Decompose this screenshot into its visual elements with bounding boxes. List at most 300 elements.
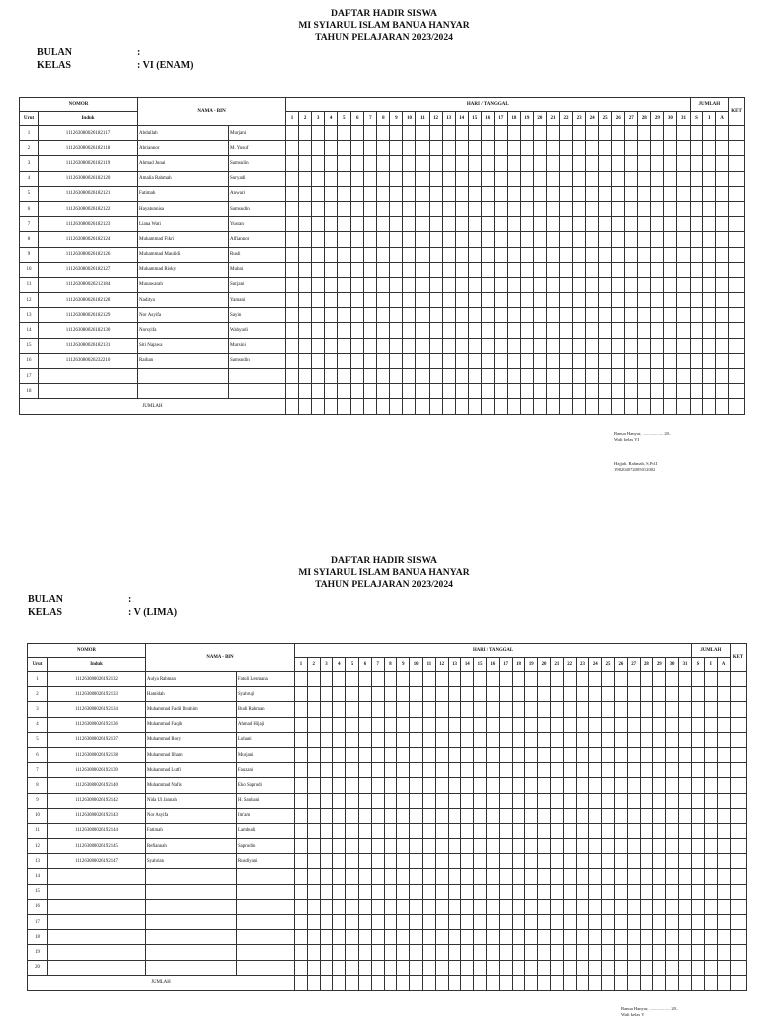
ket-cell[interactable] xyxy=(730,732,746,747)
attendance-cell[interactable] xyxy=(442,186,455,201)
attendance-cell[interactable] xyxy=(359,945,372,960)
attendance-cell[interactable] xyxy=(499,869,512,884)
attendance-cell[interactable] xyxy=(333,930,346,945)
attendance-cell[interactable] xyxy=(638,323,651,338)
attendance-cell[interactable] xyxy=(474,763,487,778)
jumlah-cell[interactable] xyxy=(703,126,716,141)
attendance-cell[interactable] xyxy=(563,672,576,687)
attendance-cell[interactable] xyxy=(533,232,546,247)
attendance-cell[interactable] xyxy=(677,141,690,156)
attendance-cell[interactable] xyxy=(307,747,320,762)
attendance-cell[interactable] xyxy=(550,732,563,747)
attendance-cell[interactable] xyxy=(422,793,435,808)
attendance-cell[interactable] xyxy=(403,293,416,308)
attendance-cell[interactable] xyxy=(664,384,677,399)
attendance-cell[interactable] xyxy=(525,717,538,732)
attendance-cell[interactable] xyxy=(410,839,423,854)
attendance-cell[interactable] xyxy=(576,854,589,869)
attendance-cell[interactable] xyxy=(525,839,538,854)
attendance-cell[interactable] xyxy=(307,702,320,717)
jumlah-cell[interactable] xyxy=(716,171,729,186)
attendance-cell[interactable] xyxy=(474,960,487,975)
attendance-cell[interactable] xyxy=(538,793,551,808)
ket-cell[interactable] xyxy=(729,247,745,262)
attendance-cell[interactable] xyxy=(371,945,384,960)
attendance-cell[interactable] xyxy=(653,747,666,762)
attendance-cell[interactable] xyxy=(664,308,677,323)
attendance-cell[interactable] xyxy=(429,277,442,292)
attendance-cell[interactable] xyxy=(474,869,487,884)
attendance-cell[interactable] xyxy=(486,869,499,884)
attendance-cell[interactable] xyxy=(481,171,494,186)
attendance-cell[interactable] xyxy=(586,201,599,216)
attendance-cell[interactable] xyxy=(550,930,563,945)
attendance-cell[interactable] xyxy=(538,702,551,717)
attendance-cell[interactable] xyxy=(486,717,499,732)
attendance-cell[interactable] xyxy=(346,823,359,838)
attendance-cell[interactable] xyxy=(312,141,325,156)
attendance-cell[interactable] xyxy=(533,369,546,384)
attendance-cell[interactable] xyxy=(494,293,507,308)
total-cell[interactable] xyxy=(307,975,320,990)
attendance-cell[interactable] xyxy=(638,186,651,201)
attendance-cell[interactable] xyxy=(320,869,333,884)
attendance-cell[interactable] xyxy=(589,945,602,960)
attendance-cell[interactable] xyxy=(651,217,664,232)
attendance-cell[interactable] xyxy=(494,247,507,262)
attendance-cell[interactable] xyxy=(448,808,461,823)
attendance-cell[interactable] xyxy=(429,338,442,353)
attendance-cell[interactable] xyxy=(538,930,551,945)
attendance-cell[interactable] xyxy=(403,232,416,247)
attendance-cell[interactable] xyxy=(338,262,351,277)
attendance-cell[interactable] xyxy=(390,369,403,384)
attendance-cell[interactable] xyxy=(429,217,442,232)
attendance-cell[interactable] xyxy=(371,823,384,838)
attendance-cell[interactable] xyxy=(499,823,512,838)
attendance-cell[interactable] xyxy=(512,854,525,869)
attendance-cell[interactable] xyxy=(664,247,677,262)
attendance-cell[interactable] xyxy=(371,854,384,869)
attendance-cell[interactable] xyxy=(664,126,677,141)
total-cell[interactable] xyxy=(638,399,651,414)
attendance-cell[interactable] xyxy=(364,262,377,277)
attendance-cell[interactable] xyxy=(333,672,346,687)
attendance-cell[interactable] xyxy=(312,156,325,171)
attendance-cell[interactable] xyxy=(563,884,576,899)
attendance-cell[interactable] xyxy=(474,747,487,762)
attendance-cell[interactable] xyxy=(422,960,435,975)
attendance-cell[interactable] xyxy=(563,839,576,854)
attendance-cell[interactable] xyxy=(481,186,494,201)
attendance-cell[interactable] xyxy=(602,960,615,975)
ket-cell[interactable] xyxy=(729,171,745,186)
attendance-cell[interactable] xyxy=(678,899,691,914)
attendance-cell[interactable] xyxy=(612,308,625,323)
attendance-cell[interactable] xyxy=(312,369,325,384)
attendance-cell[interactable] xyxy=(640,854,653,869)
attendance-cell[interactable] xyxy=(448,732,461,747)
attendance-cell[interactable] xyxy=(333,839,346,854)
attendance-cell[interactable] xyxy=(481,308,494,323)
attendance-cell[interactable] xyxy=(307,884,320,899)
attendance-cell[interactable] xyxy=(573,323,586,338)
attendance-cell[interactable] xyxy=(435,778,448,793)
attendance-cell[interactable] xyxy=(653,778,666,793)
attendance-cell[interactable] xyxy=(563,732,576,747)
attendance-cell[interactable] xyxy=(678,732,691,747)
attendance-cell[interactable] xyxy=(638,126,651,141)
attendance-cell[interactable] xyxy=(494,338,507,353)
jumlah-cell[interactable] xyxy=(717,869,730,884)
attendance-cell[interactable] xyxy=(448,930,461,945)
attendance-cell[interactable] xyxy=(546,308,559,323)
jumlah-cell[interactable] xyxy=(717,702,730,717)
attendance-cell[interactable] xyxy=(520,384,533,399)
total-cell[interactable] xyxy=(729,399,745,414)
attendance-cell[interactable] xyxy=(612,293,625,308)
attendance-cell[interactable] xyxy=(410,884,423,899)
jumlah-cell[interactable] xyxy=(703,262,716,277)
attendance-cell[interactable] xyxy=(397,854,410,869)
attendance-cell[interactable] xyxy=(653,793,666,808)
attendance-cell[interactable] xyxy=(397,808,410,823)
attendance-cell[interactable] xyxy=(651,232,664,247)
attendance-cell[interactable] xyxy=(390,141,403,156)
attendance-cell[interactable] xyxy=(576,823,589,838)
total-cell[interactable] xyxy=(384,975,397,990)
attendance-cell[interactable] xyxy=(599,141,612,156)
ket-cell[interactable] xyxy=(730,884,746,899)
attendance-cell[interactable] xyxy=(550,672,563,687)
attendance-cell[interactable] xyxy=(550,763,563,778)
attendance-cell[interactable] xyxy=(384,702,397,717)
attendance-cell[interactable] xyxy=(651,384,664,399)
jumlah-cell[interactable] xyxy=(716,353,729,368)
attendance-cell[interactable] xyxy=(486,839,499,854)
attendance-cell[interactable] xyxy=(442,201,455,216)
attendance-cell[interactable] xyxy=(599,277,612,292)
attendance-cell[interactable] xyxy=(474,778,487,793)
attendance-cell[interactable] xyxy=(390,156,403,171)
attendance-cell[interactable] xyxy=(563,945,576,960)
attendance-cell[interactable] xyxy=(653,808,666,823)
attendance-cell[interactable] xyxy=(371,778,384,793)
attendance-cell[interactable] xyxy=(625,353,638,368)
attendance-cell[interactable] xyxy=(576,808,589,823)
attendance-cell[interactable] xyxy=(320,823,333,838)
attendance-cell[interactable] xyxy=(573,141,586,156)
attendance-cell[interactable] xyxy=(461,778,474,793)
ket-cell[interactable] xyxy=(730,717,746,732)
jumlah-cell[interactable] xyxy=(703,141,716,156)
total-cell[interactable] xyxy=(422,975,435,990)
jumlah-cell[interactable] xyxy=(690,141,703,156)
attendance-cell[interactable] xyxy=(390,323,403,338)
jumlah-cell[interactable] xyxy=(716,186,729,201)
attendance-cell[interactable] xyxy=(494,201,507,216)
attendance-cell[interactable] xyxy=(351,232,364,247)
attendance-cell[interactable] xyxy=(325,369,338,384)
attendance-cell[interactable] xyxy=(625,277,638,292)
total-cell[interactable] xyxy=(525,975,538,990)
attendance-cell[interactable] xyxy=(295,839,308,854)
attendance-cell[interactable] xyxy=(384,732,397,747)
attendance-cell[interactable] xyxy=(346,732,359,747)
attendance-cell[interactable] xyxy=(589,854,602,869)
attendance-cell[interactable] xyxy=(507,141,520,156)
attendance-cell[interactable] xyxy=(320,687,333,702)
attendance-cell[interactable] xyxy=(664,141,677,156)
attendance-cell[interactable] xyxy=(586,323,599,338)
attendance-cell[interactable] xyxy=(602,793,615,808)
attendance-cell[interactable] xyxy=(573,262,586,277)
attendance-cell[interactable] xyxy=(410,823,423,838)
jumlah-cell[interactable] xyxy=(692,672,705,687)
ket-cell[interactable] xyxy=(729,232,745,247)
attendance-cell[interactable] xyxy=(625,126,638,141)
attendance-cell[interactable] xyxy=(442,156,455,171)
attendance-cell[interactable] xyxy=(573,308,586,323)
attendance-cell[interactable] xyxy=(410,702,423,717)
total-cell[interactable] xyxy=(690,399,703,414)
attendance-cell[interactable] xyxy=(403,126,416,141)
attendance-cell[interactable] xyxy=(602,854,615,869)
attendance-cell[interactable] xyxy=(325,201,338,216)
jumlah-cell[interactable] xyxy=(717,672,730,687)
attendance-cell[interactable] xyxy=(346,899,359,914)
attendance-cell[interactable] xyxy=(359,915,372,930)
attendance-cell[interactable] xyxy=(533,156,546,171)
attendance-cell[interactable] xyxy=(333,778,346,793)
attendance-cell[interactable] xyxy=(499,778,512,793)
attendance-cell[interactable] xyxy=(576,869,589,884)
attendance-cell[interactable] xyxy=(390,384,403,399)
attendance-cell[interactable] xyxy=(499,687,512,702)
attendance-cell[interactable] xyxy=(371,672,384,687)
attendance-cell[interactable] xyxy=(320,854,333,869)
attendance-cell[interactable] xyxy=(307,823,320,838)
attendance-cell[interactable] xyxy=(325,277,338,292)
attendance-cell[interactable] xyxy=(507,247,520,262)
attendance-cell[interactable] xyxy=(546,186,559,201)
attendance-cell[interactable] xyxy=(678,763,691,778)
attendance-cell[interactable] xyxy=(627,823,640,838)
attendance-cell[interactable] xyxy=(640,702,653,717)
attendance-cell[interactable] xyxy=(602,945,615,960)
attendance-cell[interactable] xyxy=(638,293,651,308)
attendance-cell[interactable] xyxy=(533,384,546,399)
attendance-cell[interactable] xyxy=(512,732,525,747)
total-cell[interactable] xyxy=(351,399,364,414)
attendance-cell[interactable] xyxy=(677,217,690,232)
attendance-cell[interactable] xyxy=(461,899,474,914)
attendance-cell[interactable] xyxy=(371,869,384,884)
ket-cell[interactable] xyxy=(730,854,746,869)
attendance-cell[interactable] xyxy=(468,141,481,156)
attendance-cell[interactable] xyxy=(422,884,435,899)
attendance-cell[interactable] xyxy=(664,293,677,308)
attendance-cell[interactable] xyxy=(403,186,416,201)
attendance-cell[interactable] xyxy=(455,232,468,247)
attendance-cell[interactable] xyxy=(364,353,377,368)
attendance-cell[interactable] xyxy=(653,869,666,884)
attendance-cell[interactable] xyxy=(448,854,461,869)
attendance-cell[interactable] xyxy=(666,717,679,732)
attendance-cell[interactable] xyxy=(576,930,589,945)
attendance-cell[interactable] xyxy=(299,171,312,186)
attendance-cell[interactable] xyxy=(435,854,448,869)
attendance-cell[interactable] xyxy=(286,186,299,201)
attendance-cell[interactable] xyxy=(486,687,499,702)
total-cell[interactable] xyxy=(499,975,512,990)
jumlah-cell[interactable] xyxy=(704,854,717,869)
jumlah-cell[interactable] xyxy=(716,308,729,323)
attendance-cell[interactable] xyxy=(507,369,520,384)
jumlah-cell[interactable] xyxy=(692,899,705,914)
attendance-cell[interactable] xyxy=(651,141,664,156)
attendance-cell[interactable] xyxy=(563,899,576,914)
jumlah-cell[interactable] xyxy=(692,747,705,762)
attendance-cell[interactable] xyxy=(384,854,397,869)
attendance-cell[interactable] xyxy=(560,293,573,308)
attendance-cell[interactable] xyxy=(677,186,690,201)
attendance-cell[interactable] xyxy=(664,156,677,171)
attendance-cell[interactable] xyxy=(602,869,615,884)
attendance-cell[interactable] xyxy=(468,156,481,171)
attendance-cell[interactable] xyxy=(333,687,346,702)
attendance-cell[interactable] xyxy=(677,126,690,141)
attendance-cell[interactable] xyxy=(586,369,599,384)
attendance-cell[interactable] xyxy=(499,732,512,747)
attendance-cell[interactable] xyxy=(499,854,512,869)
attendance-cell[interactable] xyxy=(346,915,359,930)
attendance-cell[interactable] xyxy=(664,232,677,247)
attendance-cell[interactable] xyxy=(359,899,372,914)
attendance-cell[interactable] xyxy=(586,247,599,262)
attendance-cell[interactable] xyxy=(546,201,559,216)
attendance-cell[interactable] xyxy=(422,778,435,793)
attendance-cell[interactable] xyxy=(397,672,410,687)
attendance-cell[interactable] xyxy=(638,217,651,232)
attendance-cell[interactable] xyxy=(612,277,625,292)
attendance-cell[interactable] xyxy=(429,323,442,338)
attendance-cell[interactable] xyxy=(435,884,448,899)
attendance-cell[interactable] xyxy=(299,293,312,308)
attendance-cell[interactable] xyxy=(664,369,677,384)
attendance-cell[interactable] xyxy=(677,156,690,171)
attendance-cell[interactable] xyxy=(550,747,563,762)
attendance-cell[interactable] xyxy=(410,732,423,747)
attendance-cell[interactable] xyxy=(602,717,615,732)
attendance-cell[interactable] xyxy=(390,293,403,308)
ket-cell[interactable] xyxy=(730,869,746,884)
jumlah-cell[interactable] xyxy=(692,732,705,747)
attendance-cell[interactable] xyxy=(455,262,468,277)
jumlah-cell[interactable] xyxy=(717,687,730,702)
attendance-cell[interactable] xyxy=(416,338,429,353)
attendance-cell[interactable] xyxy=(422,945,435,960)
attendance-cell[interactable] xyxy=(461,763,474,778)
attendance-cell[interactable] xyxy=(638,369,651,384)
attendance-cell[interactable] xyxy=(461,915,474,930)
attendance-cell[interactable] xyxy=(416,247,429,262)
attendance-cell[interactable] xyxy=(286,171,299,186)
attendance-cell[interactable] xyxy=(563,915,576,930)
attendance-cell[interactable] xyxy=(377,277,390,292)
attendance-cell[interactable] xyxy=(410,960,423,975)
attendance-cell[interactable] xyxy=(384,839,397,854)
attendance-cell[interactable] xyxy=(468,186,481,201)
jumlah-cell[interactable] xyxy=(690,338,703,353)
attendance-cell[interactable] xyxy=(307,839,320,854)
total-cell[interactable] xyxy=(717,975,730,990)
attendance-cell[interactable] xyxy=(678,717,691,732)
attendance-cell[interactable] xyxy=(455,308,468,323)
attendance-cell[interactable] xyxy=(377,247,390,262)
total-cell[interactable] xyxy=(612,399,625,414)
attendance-cell[interactable] xyxy=(589,747,602,762)
attendance-cell[interactable] xyxy=(573,247,586,262)
attendance-cell[interactable] xyxy=(640,823,653,838)
attendance-cell[interactable] xyxy=(325,156,338,171)
jumlah-cell[interactable] xyxy=(692,717,705,732)
total-cell[interactable] xyxy=(730,975,746,990)
attendance-cell[interactable] xyxy=(410,672,423,687)
attendance-cell[interactable] xyxy=(299,384,312,399)
attendance-cell[interactable] xyxy=(286,293,299,308)
jumlah-cell[interactable] xyxy=(717,793,730,808)
attendance-cell[interactable] xyxy=(625,186,638,201)
attendance-cell[interactable] xyxy=(403,353,416,368)
attendance-cell[interactable] xyxy=(546,323,559,338)
attendance-cell[interactable] xyxy=(677,232,690,247)
ket-cell[interactable] xyxy=(729,201,745,216)
jumlah-cell[interactable] xyxy=(703,384,716,399)
attendance-cell[interactable] xyxy=(625,338,638,353)
total-cell[interactable] xyxy=(359,975,372,990)
attendance-cell[interactable] xyxy=(512,702,525,717)
attendance-cell[interactable] xyxy=(486,854,499,869)
attendance-cell[interactable] xyxy=(333,854,346,869)
attendance-cell[interactable] xyxy=(640,899,653,914)
attendance-cell[interactable] xyxy=(651,369,664,384)
attendance-cell[interactable] xyxy=(612,232,625,247)
attendance-cell[interactable] xyxy=(494,171,507,186)
attendance-cell[interactable] xyxy=(678,930,691,945)
attendance-cell[interactable] xyxy=(320,899,333,914)
attendance-cell[interactable] xyxy=(533,186,546,201)
attendance-cell[interactable] xyxy=(442,247,455,262)
attendance-cell[interactable] xyxy=(560,384,573,399)
attendance-cell[interactable] xyxy=(560,156,573,171)
attendance-cell[interactable] xyxy=(486,808,499,823)
attendance-cell[interactable] xyxy=(651,201,664,216)
attendance-cell[interactable] xyxy=(507,171,520,186)
attendance-cell[interactable] xyxy=(377,262,390,277)
attendance-cell[interactable] xyxy=(538,899,551,914)
attendance-cell[interactable] xyxy=(614,839,627,854)
jumlah-cell[interactable] xyxy=(690,156,703,171)
attendance-cell[interactable] xyxy=(364,384,377,399)
attendance-cell[interactable] xyxy=(481,369,494,384)
attendance-cell[interactable] xyxy=(525,672,538,687)
attendance-cell[interactable] xyxy=(520,338,533,353)
attendance-cell[interactable] xyxy=(677,338,690,353)
attendance-cell[interactable] xyxy=(589,763,602,778)
attendance-cell[interactable] xyxy=(351,156,364,171)
attendance-cell[interactable] xyxy=(560,369,573,384)
